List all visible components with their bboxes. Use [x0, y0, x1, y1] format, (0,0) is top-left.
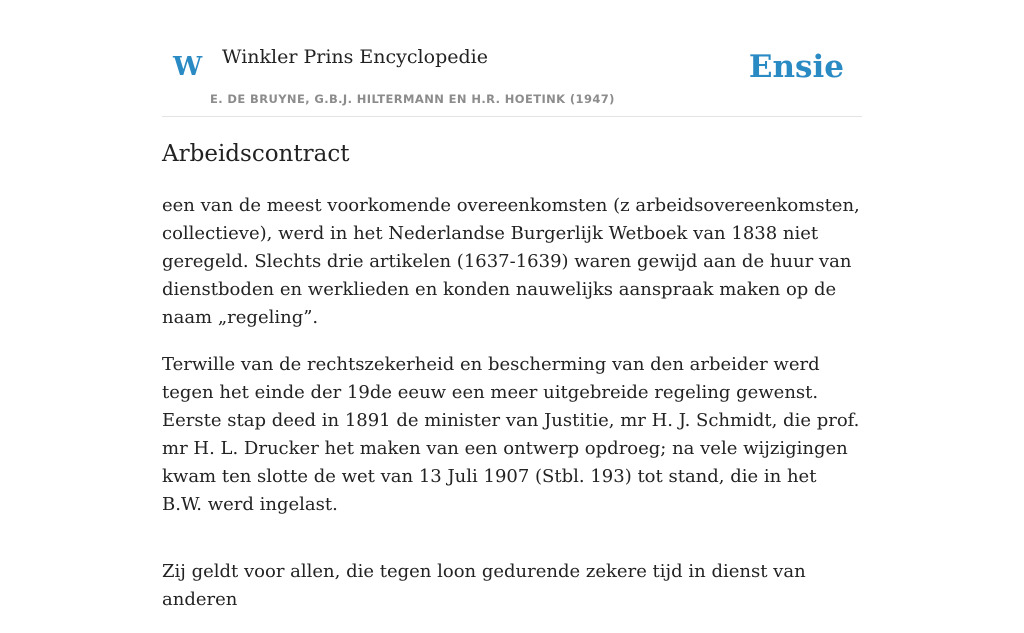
article-paragraph: Terwille van de rechtszekerheid en bescherming van den arbeider werd tegen het einde der 19de eeuw een meer uitgebreide regeling gewenst. Eerste stap deed in 1891 de minister van Justitie, mr H. J. Schmidt, die prof. mr H. L. Drucker het maken van een ontwerp opdroeg; na vele wijzigingen kwam ten slotte de wet van 13 Juli 1907 (Stbl. 193) tot stand, die in het B.W. werd ingelast.: [162, 354, 860, 515]
article-paragraph: Zij geldt voor allen, die tegen loon gedurende zekere tijd in dienst van anderen: [162, 561, 806, 610]
ensie-logo[interactable]: Ensie: [748, 49, 844, 85]
article-paragraph: een van de meest voorkomende overeenkomsten (z arbeidsovereenkomsten, collectieve), werd in het Nederlandse Burgerlijk Wetboek van 1838 niet geregeld. Slechts drie artikelen (1637-1639) waren gewijd aan de huur van dienstboden en werklieden en konden nauwelijks aanspraak maken op de naam „regeling”.: [162, 195, 860, 328]
article-title: Arbeidscontract: [162, 141, 350, 167]
site-title[interactable]: Winkler Prins Encyclopedie: [222, 46, 488, 68]
article: [162, 138, 862, 633]
site-header: [162, 38, 862, 117]
winkler-prins-logo[interactable]: W: [173, 52, 203, 82]
authors-line: E. DE BRUYNE, G.B.J. HILTERMANN EN H.R. HOETINK (1947): [210, 92, 615, 106]
